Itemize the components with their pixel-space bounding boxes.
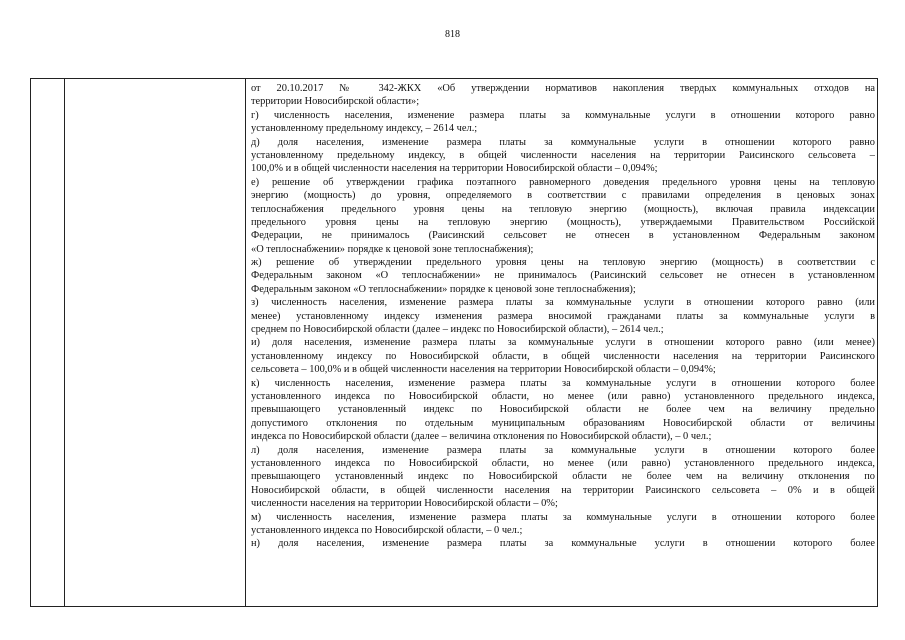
text-line: Федерации, не принималось (Раисинский сельсовет не отнесен в установленном Федеральным законом	[251, 230, 875, 242]
table-column-content	[246, 79, 878, 606]
table-column-number	[31, 79, 65, 606]
text-line: превышающего установленный индекс по Новосибирской области не более чем на величину предельно	[251, 404, 875, 416]
text-line: от 20.10.2017 № 342-ЖКХ «Об утверждении нормативов накопления твердых коммунальных отходов на	[251, 83, 875, 94]
text-line: установленного индекса по Новосибирской области, – 0 чел.;	[251, 524, 523, 536]
text-line: Новосибирской области, в общей численности населения на территории Раисинского сельсовета – 0% и в общей	[251, 484, 875, 496]
text-line: ж) решение об утверждении предельного уровня цены на тепловую энергию (мощность) в соответствии с	[251, 257, 875, 269]
text-line: м) численность населения, изменение размера платы за коммунальные услуги в отношении которого более	[251, 511, 875, 523]
text-line: установленному предельному индексу, – 2614 чел.;	[251, 123, 478, 135]
text-line: энергию (мощность) до уровня, определяемого в соответствии с правилами определения в ценовых зонах	[251, 190, 875, 202]
text-line: к) численность населения, изменение размера платы за коммунальные услуги в отношении которого более	[251, 377, 875, 389]
text-line: допустимого отклонения по отдельным муниципальным образованиям Новосибирской области от величины	[251, 417, 875, 429]
text-line: Федеральным законом «О теплоснабжении» не принималось (Раисинский сельсовет не отнесен в установленном	[251, 270, 875, 282]
text-line: установленного индекса по Новосибирской области, но менее (или равно) установленного предельного индекса,	[251, 457, 875, 469]
text-line: индекса по Новосибирской области (далее – величина отклонения по Новосибирской области), – 0 чел.;	[251, 431, 712, 443]
text-line: предельного уровня цены на тепловую энергию (мощность), утверждаемыми Правительством Российской	[251, 216, 875, 228]
text-line: установленному индексу по Новосибирской области, в общей численности населения на территории Раисинского	[251, 350, 875, 362]
text-line: з) численность населения, изменение размера платы за коммунальные услуги в отношении которого равно (или	[251, 297, 875, 309]
text-line: теплоснабжения предельного уровня цены на тепловую энергию (мощность), включая правила индексации	[251, 203, 875, 215]
text-line: установленному предельному индексу, в общей численности населения на территории Раисинского сельсовета –	[251, 149, 875, 161]
text-line: «О теплоснабжении» порядке к ценовой зоне теплоснабжения);	[251, 243, 534, 255]
text-line: г) численность населения, изменение размера платы за коммунальные услуги в отношении которого равно	[251, 109, 875, 121]
text-line: н) доля населения, изменение размера платы за коммунальные услуги в отношении которого более	[251, 538, 875, 550]
text-line: среднем по Новосибирской области (далее – индекс по Новосибирской области), – 2614 чел.;	[251, 324, 664, 336]
text-line: менее) установленному индексу изменения размера вносимой гражданами платы за коммунальные услуги в	[251, 310, 875, 322]
text-line: д) доля населения, изменение размера платы за коммунальные услуги в отношении которого равно	[251, 136, 875, 148]
text-line: е) решение об утверждении графика поэтапного равномерного доведения предельного уровня цены на тепловую	[251, 176, 875, 188]
text-line: Федеральным законом «О теплоснабжении» порядке к ценовой зоне теплоснабжения);	[251, 283, 636, 295]
text-line: установленного индекса по Новосибирской области, но менее (или равно) установленного предельного индекса,	[251, 390, 875, 402]
text-line: территории Новосибирской области»;	[251, 96, 420, 108]
text-line: и) доля населения, изменение размера платы за коммунальные услуги в отношении которого равно (или менее)	[251, 337, 875, 349]
page-number: 818	[445, 29, 460, 40]
table-column-name	[65, 79, 246, 606]
text-line: 100,0% и в общей численности населения на территории Новосибирской области – 0,094%;	[251, 163, 658, 175]
text-line: сельсовета – 100,0% и в общей численности населения на территории Новосибирской области – 0,094%;	[251, 364, 716, 376]
text-line: превышающего установленный индекс по Новосибирской области не более чем на величину отклонения по	[251, 471, 875, 483]
document-table	[30, 78, 878, 607]
text-line: л) доля населения, изменение размера платы за коммунальные услуги в отношении которого более	[251, 444, 875, 456]
text-line: численности населения на территории Новосибирской области – 0%;	[251, 498, 558, 510]
